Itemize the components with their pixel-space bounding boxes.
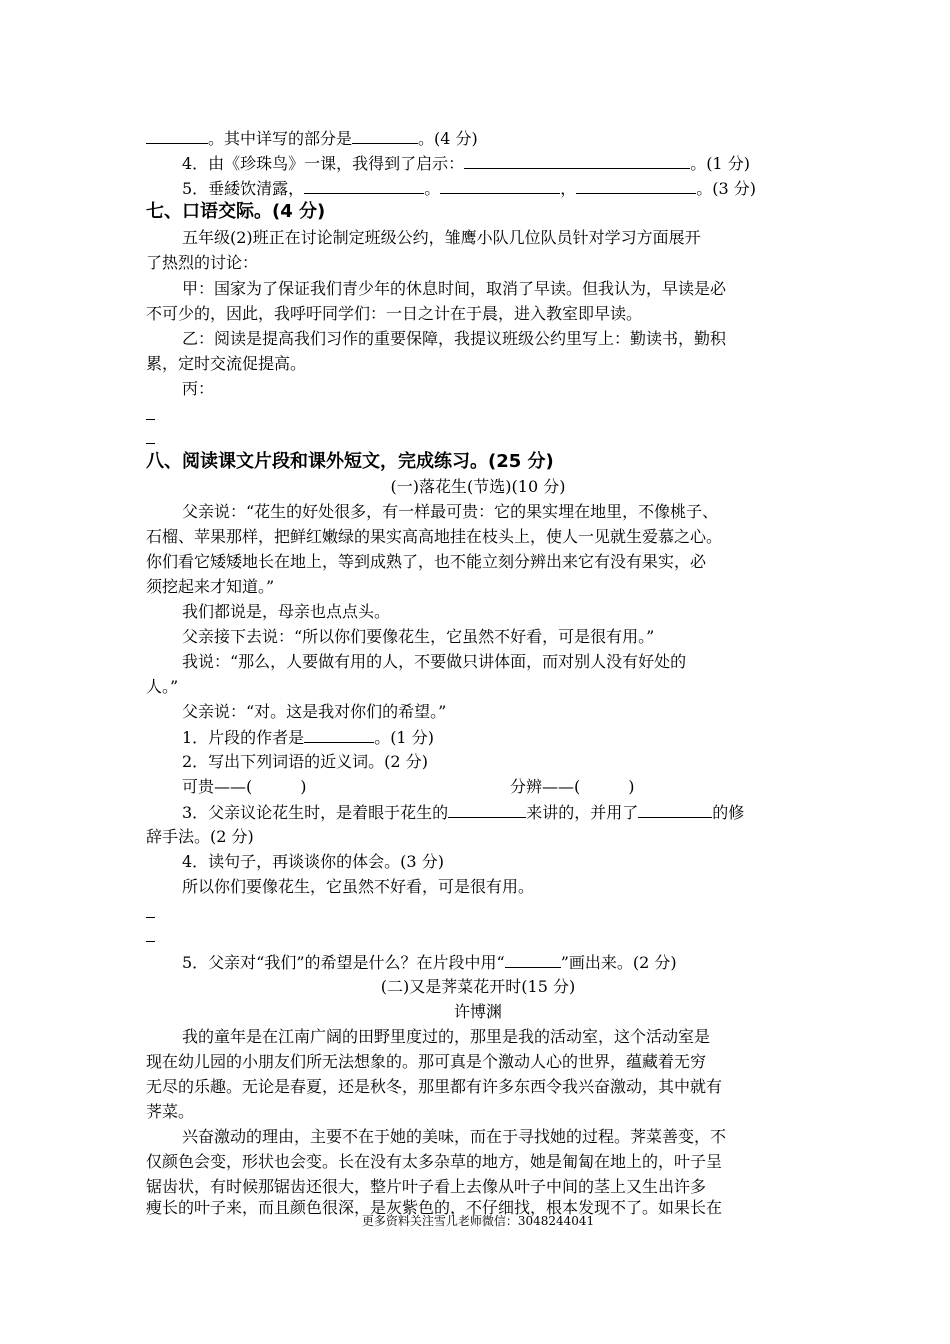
paragraph: 我们都说是，母亲也点点头。 xyxy=(182,602,391,621)
question-4: 4．由《珍珠鸟》一课，我得到了启示： 。(1 分) xyxy=(182,154,750,173)
question-2: 2．写出下列词语的近义词。(2 分) xyxy=(182,752,428,771)
paragraph: 仅颜色会变，形状也会变。长在没有太多杂草的地方，她是匍匐在地上的，叶子呈 xyxy=(146,1152,723,1171)
paragraph: 我说：“那么，人要做有用的人，不要做只讲体面，而对别人没有好处的 xyxy=(182,652,687,671)
blank[interactable] xyxy=(464,153,690,169)
blank[interactable] xyxy=(304,178,424,194)
question-4-sentence: 所以你们要像花生，它虽然不好看，可是很有用。 xyxy=(182,877,535,896)
blank[interactable] xyxy=(440,178,560,194)
paragraph: 须挖起来才知道。” xyxy=(146,577,275,596)
speaker-bing: 丙： xyxy=(182,379,215,398)
paragraph: 人。” xyxy=(146,677,179,696)
answer-line[interactable] xyxy=(146,917,155,918)
question-2-words: 可贵——( ) 分辨——( ) xyxy=(182,777,635,796)
paragraph: 甲：国家为了保证我们青少年的休息时间，取消了早读。但我认为，早读是必 xyxy=(182,279,727,298)
fill-line-detail: 。其中详写的部分是 。(4 分) xyxy=(146,128,810,149)
paragraph: 父亲说：“花生的好处很多，有一样最可贵：它的果实埋在地里，不像桃子、 xyxy=(182,502,719,521)
article-author: 许博渊 xyxy=(453,1002,502,1021)
section-7-title: 七、口语交际。(4 分) xyxy=(146,201,326,222)
paragraph: 石榴、苹果那样，把鲜红嫩绿的果实高高地挂在枝头上，使人一见就生爱慕之心。 xyxy=(146,527,723,546)
answer-line[interactable] xyxy=(146,419,155,420)
question-5: 5．父亲对“我们”的希望是什么？在片段中用“ ”画出来。(2 分) xyxy=(182,953,677,972)
paragraph: 父亲接下去说：“所以你们要像花生，它虽然不好看，可是很有用。” xyxy=(182,627,655,646)
question-4: 4．读句子，再谈谈你的体会。(3 分) xyxy=(182,852,444,871)
paragraph: 荠菜。 xyxy=(146,1102,195,1121)
paragraph: 了热烈的讨论： xyxy=(146,253,259,272)
blank[interactable] xyxy=(352,128,418,144)
paragraph: 兴奋激动的理由，主要不在于她的美味，而在于寻找她的过程。荠菜善变，不 xyxy=(182,1127,727,1146)
paragraph: 现在幼儿园的小朋友们所无法想象的。那可真是个激动人心的世界，蕴藏着无穷 xyxy=(146,1052,707,1071)
question-3: 3．父亲议论花生时，是着眼于花生的 来讲的，并用了 的修 xyxy=(182,803,745,822)
answer-line[interactable] xyxy=(146,443,155,444)
paragraph: 不可少的，因此，我呼吁同学们：一日之计在于晨，进入教室即早读。 xyxy=(146,304,643,323)
blank[interactable] xyxy=(304,727,374,743)
paragraph: 无尽的乐趣。无论是春夏，还是秋冬，那里都有许多东西令我兴奋激动，其中就有 xyxy=(146,1077,723,1096)
part-2-title: (二)又是荠菜花开时(15 分) xyxy=(380,977,576,996)
paragraph: 锯齿状，有时候那锯齿还很大，整片叶子看上去像从叶子中间的茎上又生出许多 xyxy=(146,1177,707,1196)
blank[interactable] xyxy=(576,178,696,194)
paragraph: 乙：阅读是提高我们习作的重要保障，我提议班级公约里写上：勤读书，勤积 xyxy=(182,329,727,348)
paragraph: 你们看它矮矮地长在地上，等到成熟了，也不能立刻分辨出来它有没有果实，必 xyxy=(146,552,707,571)
paragraph: 我的童年是在江南广阔的田野里度过的，那里是我的活动室，这个活动室是 xyxy=(182,1027,711,1046)
blank[interactable] xyxy=(638,802,712,818)
question-3-cont: 辞手法。(2 分) xyxy=(146,827,254,846)
question-1: 1．片段的作者是 。(1 分) xyxy=(182,728,434,747)
section-8-title: 八、阅读课文片段和课外短文，完成练习。(25 分) xyxy=(146,451,554,472)
paragraph: 父亲说：“对。这是我对你们的希望。” xyxy=(182,702,447,721)
part-1-title: (一)落花生(节选)(10 分) xyxy=(390,477,566,496)
paragraph: 累，定时交流促提高。 xyxy=(146,354,307,373)
blank[interactable] xyxy=(505,952,561,968)
footer-note: 更多资料关注雪儿老师微信：3048244041 xyxy=(361,1214,595,1228)
paragraph: 瘦长的叶子来，而且颜色很深，是灰紫色的，不仔细找，根本发现不了。如果长在 xyxy=(146,1198,723,1217)
answer-line[interactable] xyxy=(146,941,155,942)
blank[interactable] xyxy=(448,802,526,818)
paragraph: 五年级(2)班正在讨论制定班级公约，雏鹰小队几位队员针对学习方面展开 xyxy=(182,228,701,247)
question-5: 5．垂緌饮清露， 。 ， 。(3 分) xyxy=(182,179,756,198)
blank[interactable] xyxy=(146,128,208,144)
